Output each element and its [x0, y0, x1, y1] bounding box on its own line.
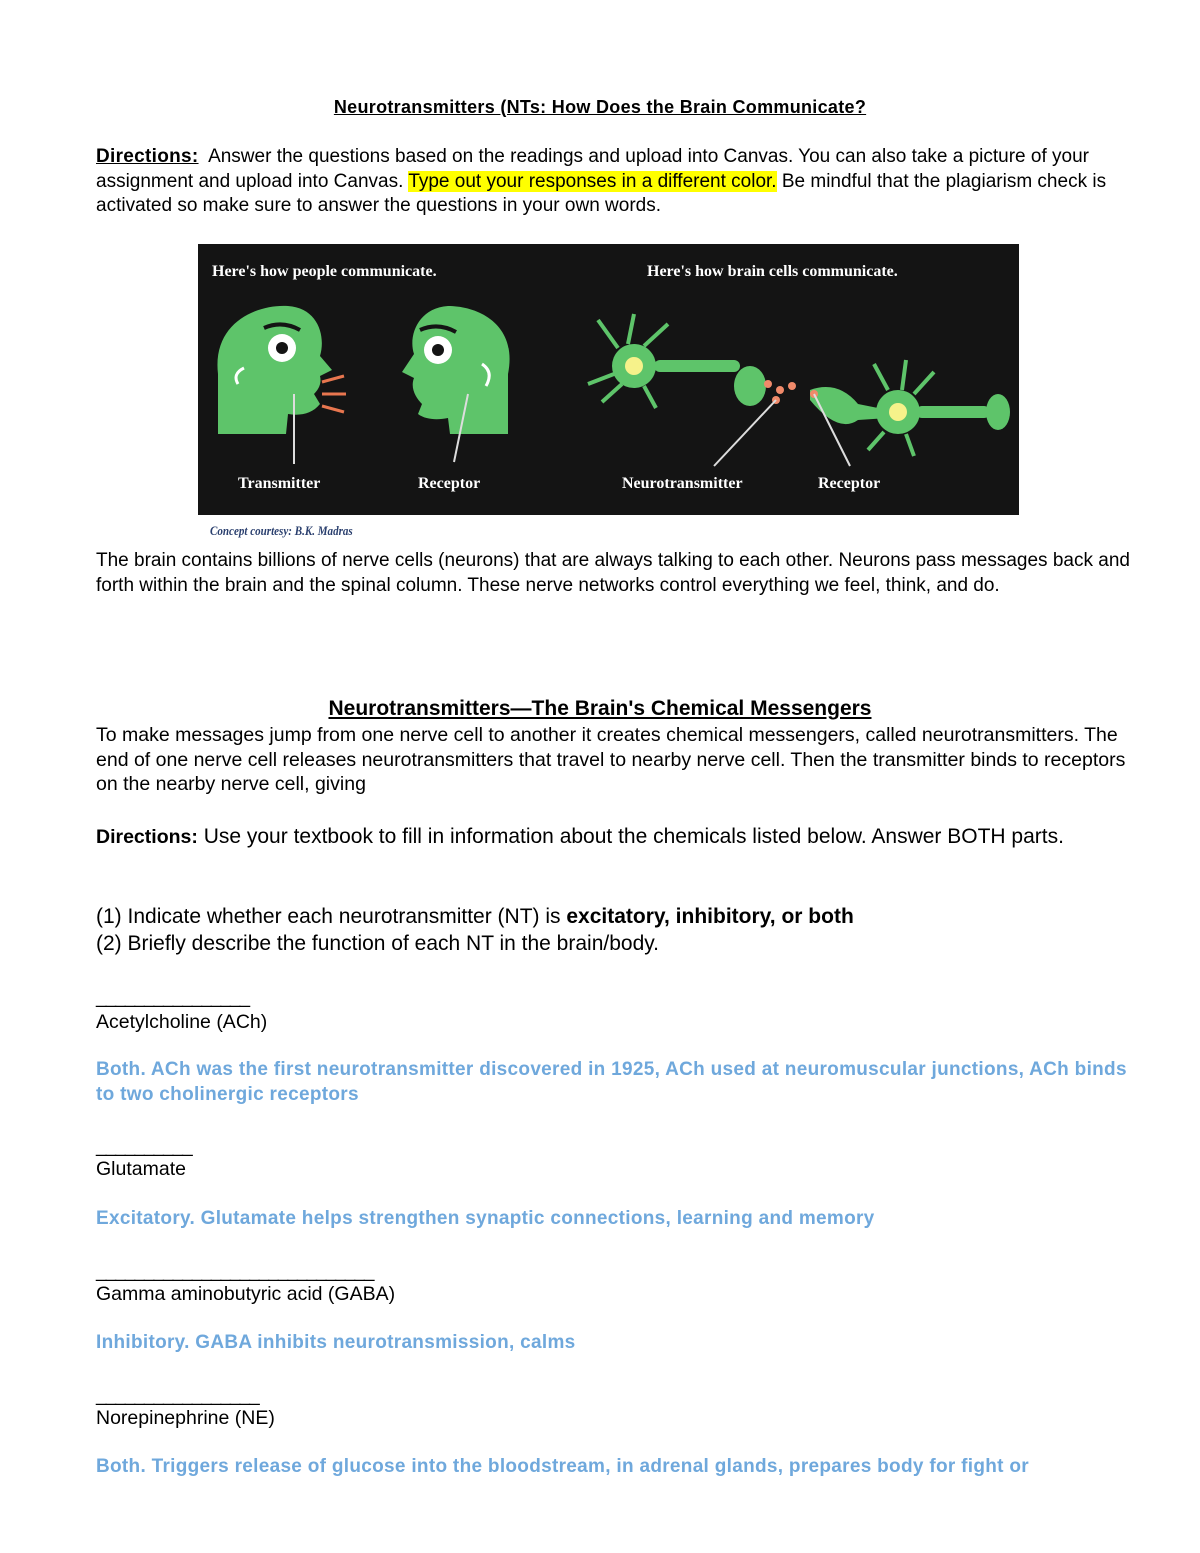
answer-blank: ________________	[96, 987, 250, 1008]
directions2-label: Directions:	[96, 826, 198, 848]
instruction-2: (2) Briefly describe the function of each NT in the brain/body.	[96, 932, 660, 955]
neuron-right-icon	[810, 360, 1010, 456]
instruction-1-bold: excitatory, inhibitory, or both	[566, 905, 854, 928]
answer-glutamate: Excitatory. Glutamate helps strengthen synaptic connections, learning and memory	[96, 1208, 875, 1229]
label-receptor: Receptor	[418, 475, 481, 492]
nt-name-norepinephrine: Norepinephrine (NE)	[96, 1407, 275, 1429]
directions-text-end: Be mindful that the plagiarism check is activated so make sure to answer the questions in your own words.	[96, 170, 1107, 216]
figure-caption: Concept courtesy: B.K. Madras	[210, 523, 353, 538]
label-transmitter: Transmitter	[238, 475, 321, 492]
directions-text: Answer the questions based on the readings and upload into Canvas. You can also take a picture of your assignment and upload into Canvas.	[96, 146, 1089, 192]
directions-label: Directions:	[96, 146, 199, 167]
figure-heading-right: Here's how brain cells communicate.	[647, 263, 898, 280]
neuron-left-icon	[588, 314, 766, 408]
answer-gaba: Inhibitory. GABA inhibits neurotransmission, calms	[96, 1332, 576, 1353]
nt-name-acetylcholine: Acetylcholine (ACh)	[96, 1011, 268, 1033]
answer-acetylcholine: Both. ACh was the first neurotransmitter discovered in 1925, ACh used at neuromuscular junctions, ACh binds to two cholinergic receptors	[96, 1059, 1127, 1105]
instruction-1-text: (1) Indicate whether each neurotransmitter (NT) is	[96, 905, 561, 928]
figure-illustration	[198, 244, 1019, 515]
neurotransmitter-dot	[776, 386, 784, 394]
communication-figure	[198, 244, 1019, 515]
label-receptor-neuron: Receptor	[818, 475, 881, 492]
answer-norepinephrine: Both. Triggers release of glucose into the bloodstream, in adrenal glands, prepares body for fight or	[96, 1456, 1029, 1477]
nt-name-glutamate: Glutamate	[96, 1158, 186, 1180]
directions-paragraph	[96, 145, 1136, 219]
section-paragraph: To make messages jump from one nerve cell to another it creates chemical messengers, called neurotransmitters. The end of one nerve cell releases neurotransmitters that travel to nearby nerve cell. Then the transmitter binds to receptors on the nearby nerve cell, giving	[96, 724, 1126, 795]
answer-blank: __________	[96, 1136, 192, 1157]
highlighted-instruction: Type out your responses in a different color.	[408, 170, 777, 192]
intro-paragraph: The brain contains billions of nerve cells (neurons) that are always talking to each other. Neurons pass messages back and forth within the brain and the spinal column. These nerve networks control everything we feel, think, and do.	[96, 550, 1130, 596]
section-title: Neurotransmitters—The Brain's Chemical Messengers	[328, 697, 872, 720]
instruction-1	[96, 903, 1136, 930]
label-neurotransmitter: Neurotransmitter	[622, 475, 743, 492]
page-title: Neurotransmitters (NTs: How Does the Brain Communicate?	[333, 97, 867, 117]
directions2-paragraph	[96, 823, 1136, 851]
figure-heading-left: Here's how people communicate.	[212, 263, 437, 280]
listening-head-icon	[402, 306, 510, 462]
answer-blank: _________________	[96, 1385, 259, 1406]
answer-blank: _____________________________	[96, 1261, 374, 1282]
nt-name-gaba: Gamma aminobutyric acid (GABA)	[96, 1283, 396, 1305]
talking-head-icon	[217, 306, 346, 464]
directions2-text: Use your textbook to fill in information about the chemicals listed below. Answer BOTH parts.	[203, 825, 1064, 848]
neurotransmitter-dot	[764, 380, 772, 388]
neurotransmitter-dot	[788, 382, 796, 390]
